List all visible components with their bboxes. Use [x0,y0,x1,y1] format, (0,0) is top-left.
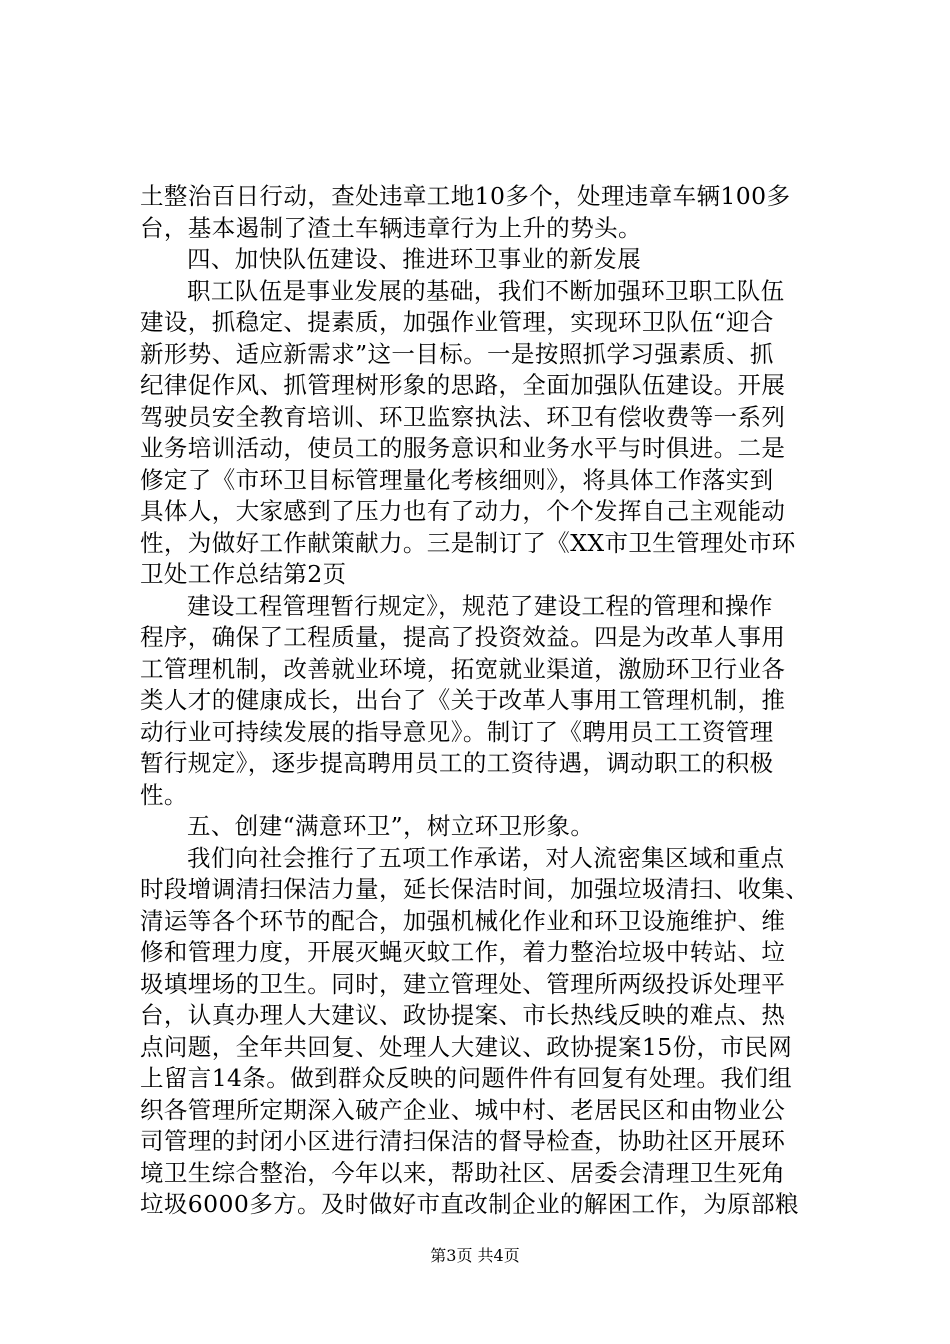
text-line: 土整治百日行动，查处违章工地10多个，处理违章车辆100多 [140,182,791,210]
text-line: 台，基本遏制了渣土车辆违章行为上升的势头。 [140,213,642,242]
text-line: 四、加快队伍建设、推进环卫事业的新发展 [187,245,642,273]
text-line: 五、创建“满意环卫”，树立环卫形象。 [187,812,595,840]
text-line: 司管理的封闭小区进行清扫保洁的督导检查，协助社区开展环 [140,1127,786,1155]
text-line: 建设，抓稳定、提素质，加强作业管理，实现环卫队伍“迎合 [140,308,774,336]
text-line: 建设工程管理暂行规定》，规范了建设工程的管理和操作 [187,591,773,620]
text-line: 具体人，大家感到了压力也有了动力，个个发挥自己主观能动 [140,497,786,525]
text-line: 暂行规定》，逐步提高聘用员工的工资待遇，调动职工的积极 [140,749,774,777]
text-line: 清运等各个环节的配合，加强机械化作业和环卫设施维护、维 [140,906,786,935]
text-line: 工管理机制，改善就业环境，拓宽就业渠道，激励环卫行业各 [140,654,786,683]
text-line: 纪律促作风、抓管理树形象的思路，全面加强队伍建设。开展 [140,371,786,399]
text-line: 业务培训活动，使员工的服务意识和业务水平与时俱进。二是 [140,434,786,462]
text-line: 垃圾6000多方。及时做好市直改制企业的解困工作，为原部粮 [140,1190,799,1218]
text-line: 性，为做好工作献策献力。三是制订了《XX市卫生管理处市环 [140,528,796,557]
text-line: 时段增调清扫保洁力量，延长保洁时间，加强垃圾清扫、收集、 [140,875,810,903]
text-line: 我们向社会推行了五项工作承诺，对人流密集区域和重点 [187,843,785,872]
text-line: 类人才的健康成长，出台了《关于改革人事用工管理机制，推 [140,686,786,714]
text-line: 程序，确保了工程质量，提高了投资效益。四是为改革人事用 [140,623,786,651]
text-line: 境卫生综合整治，今年以来，帮助社区、居委会清理卫生死角 [140,1158,786,1187]
document-body [140,181,830,1221]
text-line: 修定了《市环卫目标管理量化考核细则》，将具体工作落实到 [140,465,774,494]
text-line: 新形势、适应新需求”这一目标。一是按照抓学习强素质、抓 [140,339,774,368]
text-line: 织各管理所定期深入破产企业、城中村、老居民区和由物业公 [140,1095,786,1124]
text-line: 驾驶员安全教育培训、环卫监察执法、环卫有偿收费等一系列 [140,402,786,431]
text-line: 上留言14条。做到群众反映的问题件件有回复有处理。我们组 [140,1064,793,1092]
page-footer: 第3页 共4页 [430,1246,520,1265]
text-line: 动行业可持续发展的指导意见》。制订了《聘用员工工资管理 [140,717,774,746]
text-line: 职工队伍是事业发展的基础，我们不断加强环卫职工队伍 [187,276,785,305]
text-line: 卫处工作总结第2页 [140,560,347,588]
text-line: 圾填埋场的卫生。同时，建立管理处、管理所两级投诉处理平 [140,969,786,998]
text-line: 修和管理力度，开展灭蝇灭蚊工作，着力整治垃圾中转站、垃 [140,938,786,966]
text-line: 台，认真办理人大建议、政协提案、市长热线反映的难点、热 [140,1001,786,1029]
text-line: 点问题，全年共回复、处理人大建议、政协提案15份，市民网 [140,1032,793,1061]
text-line: 性。 [140,780,188,809]
